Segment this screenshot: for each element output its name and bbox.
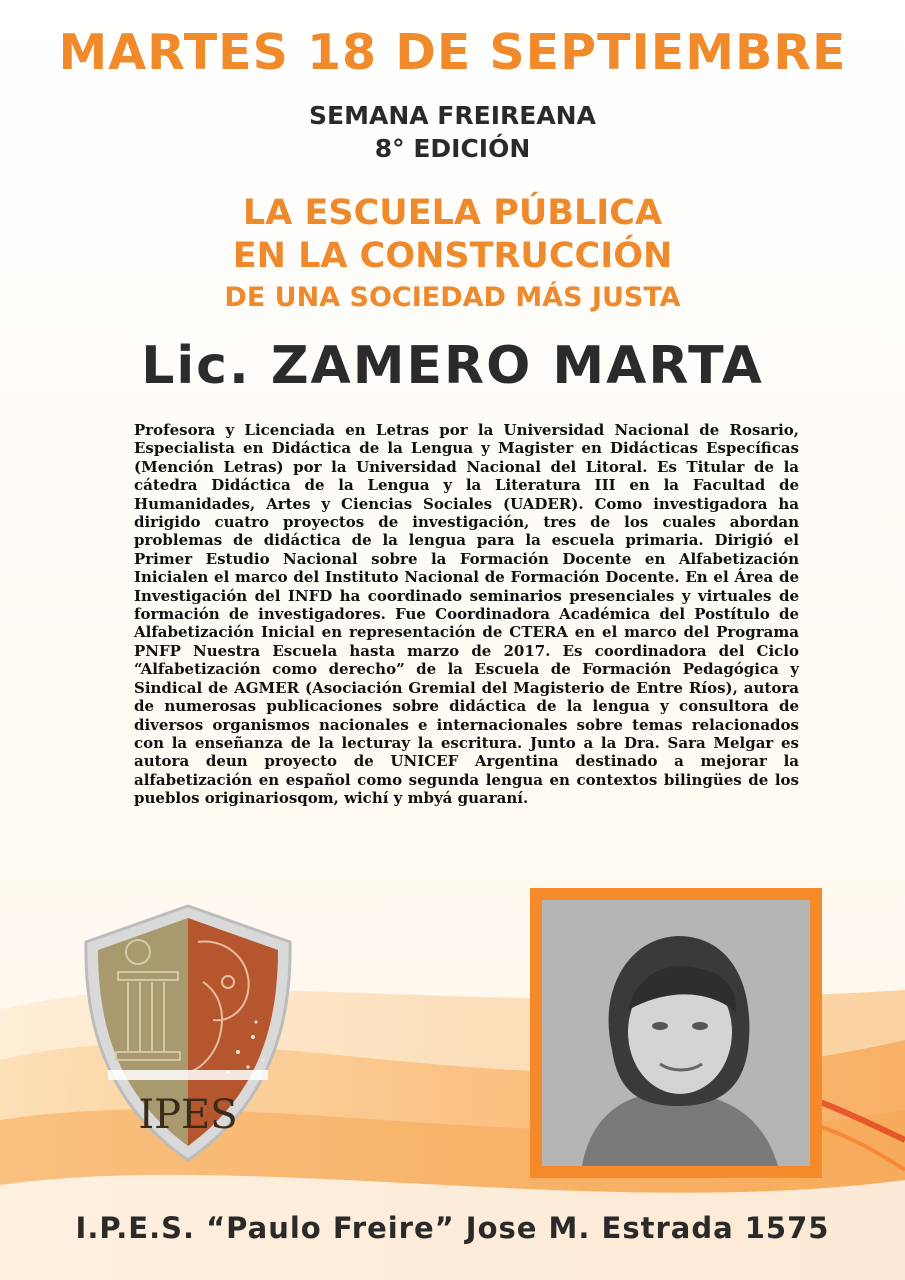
- theme-line-3: DE UNA SOCIEDAD MÁS JUSTA: [224, 282, 681, 313]
- event-edition: 8° EDICIÓN: [374, 134, 531, 163]
- theme-line-1: LA ESCUELA PÚBLICA: [242, 193, 663, 233]
- svg-text:IPES: IPES: [138, 1092, 238, 1138]
- photo-frame: [530, 888, 822, 1178]
- footer-address: I.P.E.S. “Paulo Freire” Jose M. Estrada 1575: [75, 1211, 830, 1245]
- speaker-bio: Profesora y Licenciada en Letras por la Universidad Nacional de Rosario, Especialista en Didáctica de la Lengua y Magister en Didácticas Específicas (Mención Letras) por la Universidad Nacional del Litoral. Es Titular de la cátedra Didáctica de la Lengua y la Literatura III en la Facultad de Humanidades, Artes y Ciencias Sociales (UADER). Como investigadora ha dirigido cuatro proyectos de investigación, tres de los cuales abordan problemas de didáctica de la lengua para la escuela primaria. Dirigió el Primer Estudio Nacional sobre la Formación Docente en Alfabetización Inicialen el marco del Instituto Nacional de Formación Docente. En el Área de Investigación del INFD ha coordinado seminarios presenciales y virtuales de formación de investigadores. Fue Coordinadora Académica del Postítulo de Alfabetización Inicial en representación de CTERA en el marco del Programa PNFP Nuestra Escuela hasta marzo de 2017. Es coordinadora del Ciclo “Alfabetización como derecho” de la Escuela de Formación Pedagógica y Sindical de AGMER (Asociación Gremial del Magisterio de Entre Ríos), autora de numerosas publicaciones sobre didáctica de la lengua y consultora de diversos organismos nacionales e internacionales sobre temas relacionados con la enseñanza de la lecturay la escritura. Junto a la Dra. Sara Melgar es autora deun proyecto de UNICEF Argentina destinado a mejorar la alfabetización en español como segunda lengua en contextos bilingües de los pueblos originariosqom, wichí y mbyá guaraní.: [134, 421, 799, 808]
- event-date: MARTES 18 DE SEPTIEMBRE: [58, 24, 847, 81]
- ipes-shield-crest-icon: [78, 902, 298, 1164]
- speaker-portrait-icon: [542, 900, 810, 1166]
- event-name: SEMANA FREIREANA: [309, 101, 596, 130]
- theme-line-2: EN LA CONSTRUCCIÓN: [232, 236, 673, 276]
- speaker-name: Lic. ZAMERO MARTA: [141, 336, 764, 396]
